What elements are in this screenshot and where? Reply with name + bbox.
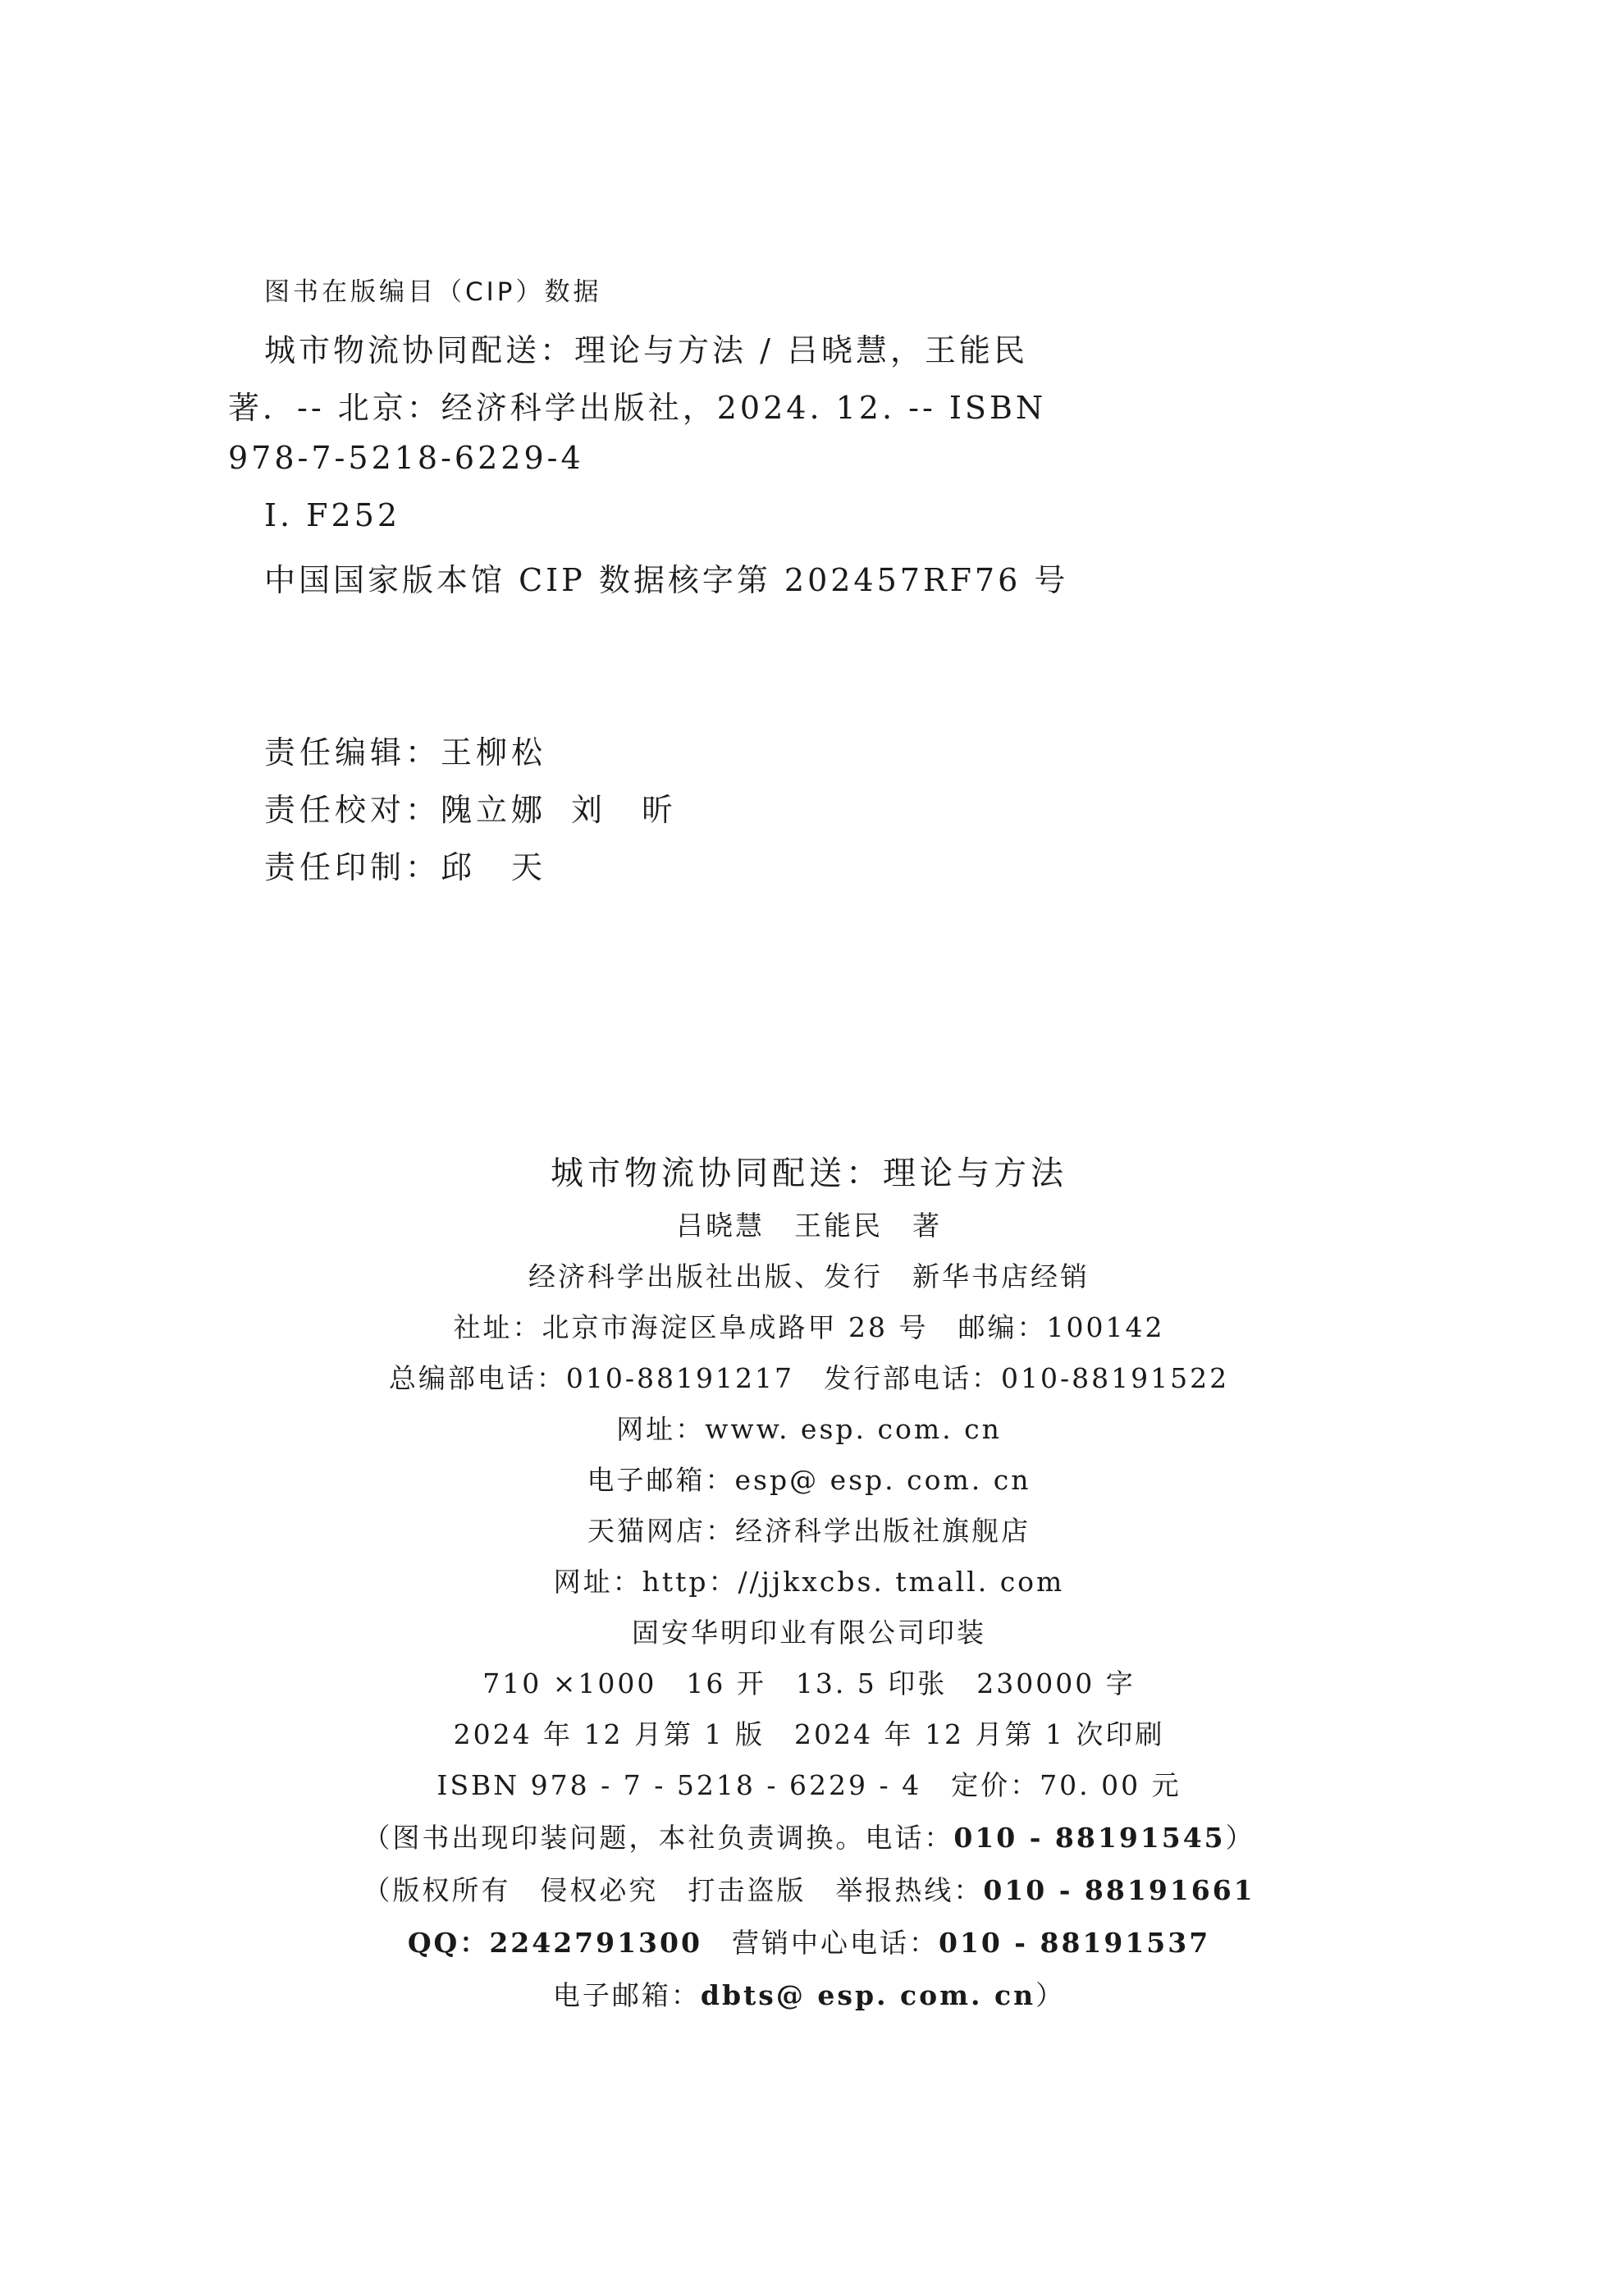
- colophon-isbn-price: ISBN 978 - 7 - 5218 - 6229 - 4 定价：70. 00 元: [436, 1769, 1182, 1801]
- report-email: dbts@ esp. com. cn: [700, 1979, 1036, 2011]
- colophon-qq-line: [0, 1922, 1618, 1960]
- colophon-report-email-line: [0, 1974, 1618, 2013]
- colophon-printer: 固安华明印业有限公司印装: [632, 1617, 986, 1649]
- notice-quality-phone: 010 - 88191545: [953, 1822, 1226, 1854]
- report-email-label: 电子邮箱：: [552, 1979, 701, 2011]
- colophon-tmall: 天猫网店：经济科学出版社旗舰店: [587, 1515, 1031, 1547]
- cip-publisher-line: 著．-- 北京：经济科学出版社，2024. 12. -- ISBN: [228, 390, 1047, 426]
- colophon-edition: 2024 年 12 月第 1 版 2024 年 12 月第 1 次印刷: [453, 1718, 1165, 1750]
- staff-print-name: 邱 天: [441, 849, 547, 885]
- cip-record-line: 中国国家版本馆 CIP 数据核字第 202457RF76 号: [264, 562, 1069, 598]
- cip-classification-line: Ⅰ. F252: [264, 497, 401, 533]
- colophon-tmall-url: 网址：http：//jjkxcbs. tmall. com: [553, 1566, 1065, 1598]
- staff-editor-name: 王柳松: [441, 734, 547, 771]
- staff-proofreader: [264, 784, 677, 830]
- qq-number: 2242791300: [489, 1927, 702, 1959]
- staff-editor: [264, 727, 546, 772]
- staff-proof-name-2: 刘 昕: [571, 792, 678, 828]
- colophon-format: 710 ×1000 16 开 13. 5 印张 230000 字: [482, 1667, 1136, 1699]
- colophon-title: 城市物流协同配送：理论与方法: [551, 1155, 1067, 1192]
- colophon-address: 社址：北京市海淀区阜成路甲 28 号 邮编：100142: [453, 1311, 1165, 1343]
- notice-copyright-text: （版权所有 侵权必究 打击盗版 举报热线：: [363, 1874, 984, 1906]
- staff-proof-name-1: 隗立娜: [441, 792, 547, 828]
- qq-label: QQ：: [407, 1927, 490, 1959]
- notice-copyright-phone: 010 - 88191661: [983, 1874, 1255, 1906]
- marketing-phone: 010 - 88191537: [938, 1927, 1211, 1959]
- colophon-website: 网址：www. esp. com. cn: [616, 1413, 1002, 1445]
- notice-quality-end: ）: [1225, 1822, 1255, 1854]
- colophon-publisher: 经济科学出版社出版、发行 新华书店经销: [528, 1260, 1090, 1292]
- colophon-notice-quality: [0, 1817, 1618, 1855]
- colophon-phones: 总编部电话：010-88191217 发行部电话：010-88191522: [388, 1362, 1230, 1394]
- staff-editor-label: 责任编辑：: [264, 734, 441, 771]
- staff-printing: [264, 842, 546, 887]
- marketing-label: 营销中心电话：: [702, 1927, 939, 1959]
- colophon-notice-copyright: [0, 1869, 1618, 1908]
- colophon-email: 电子邮箱：esp@ esp. com. cn: [587, 1464, 1031, 1496]
- staff-print-label: 责任印制：: [264, 849, 441, 885]
- colophon-authors: 吕晓慧 王能民 著: [676, 1210, 942, 1242]
- cip-title-line: 城市物流协同配送：理论与方法 / 吕晓慧，王能民: [264, 332, 1028, 368]
- report-email-end: ）: [1035, 1979, 1066, 2011]
- notice-quality-text: （图书出现印装问题，本社负责调换。电话：: [363, 1822, 954, 1854]
- staff-proof-label: 责任校对：: [264, 792, 441, 828]
- cip-isbn-line: 978-7-5218-6229-4: [228, 440, 584, 476]
- cip-heading: 图书在版编目（CIP）数据: [264, 277, 602, 307]
